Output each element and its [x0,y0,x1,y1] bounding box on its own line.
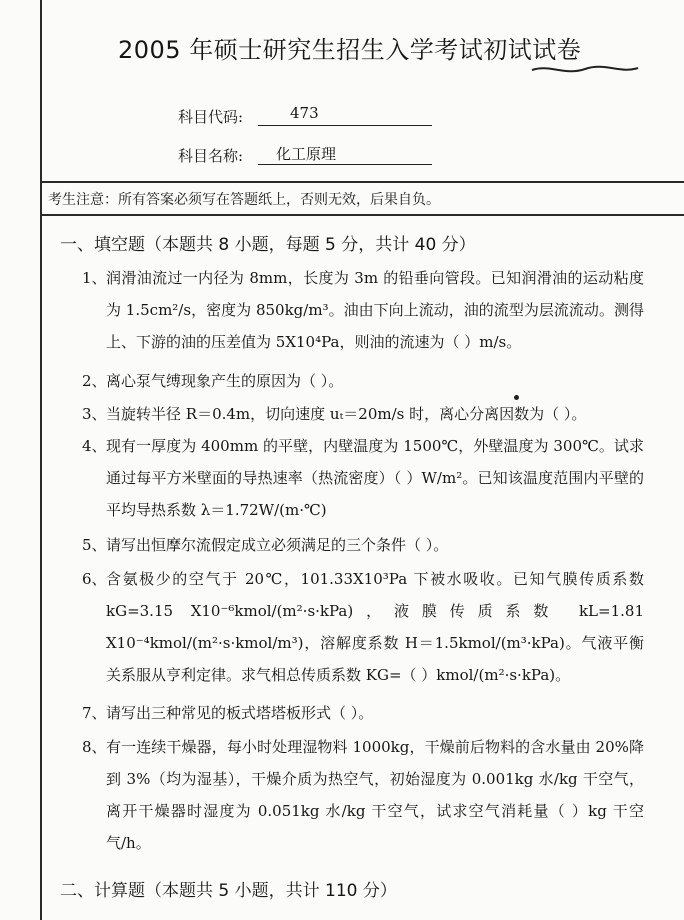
question-number: 7、 [82,704,107,722]
question-number: 6、 [82,570,107,588]
handwritten-underline [530,62,640,78]
question-text: 现有一厚度为 400mm 的平壁，内壁温度为 1500℃，外壁温度为 300℃。试求通过每平方米壁面的导热速率（热流密度）（ ）W/m²。已知该温度范围内平壁的平均导热系数 λ＝1.72W/(m·℃) [106,437,644,519]
question-text: 当旋转半径 R＝0.4m，切向速度 uₜ＝20m/s 时，离心分离因数为（ ）。 [106,405,587,423]
subject-code-underline [258,125,432,126]
page-title: 2005 年硕士研究生招生入学考试初试试卷 [118,36,582,64]
subject-name-underline [258,164,432,165]
subject-name-label: 科目名称: [178,147,244,165]
question-3 [84,398,644,430]
subject-code-label: 科目代码: [178,108,244,126]
section1-heading: 一、填空题（本题共 8 小题，每题 5 分，共计 40 分） [60,235,476,255]
question-6 [84,563,644,691]
question-number: 5、 [82,536,107,554]
subject-name: 化工原理 [276,145,337,163]
pen-mark [514,395,519,400]
question-4 [84,430,644,526]
question-number: 8、 [82,738,107,756]
question-1 [84,262,644,358]
question-text: 有一连续干燥器，每小时处理湿物料 1000kg，干燥前后物料的含水量由 20%降到 3%（均为湿基），干燥介质为热空气，初始湿度为 0.001kg 水/kg 干空气，离开干燥器时湿度为 0.051kg 水/kg 干空气，试求空气消耗量（ ）kg 干空气/h。 [106,738,644,852]
notice-top-rule [41,181,684,183]
question-2 [84,365,644,397]
question-number: 3、 [82,405,107,423]
exam-notice: 考生注意：所有答案必须写在答题纸上，否则无效，后果自负。 [48,192,440,208]
section2-heading: 二、计算题（本题共 5 小题，共计 110 分） [60,881,397,901]
left-margin-line [40,0,42,920]
question-text: 离心泵气缚现象产生的原因为（ ）。 [106,372,344,390]
question-7 [84,697,644,729]
question-8 [84,731,644,859]
question-number: 4、 [82,437,107,455]
question-text: 润滑油流过一内径为 8mm，长度为 3m 的铅垂向管段。已知润滑油的运动粘度为 1.5cm²/s，密度为 850kg/m³。油由下向上流动，油的流型为层流流动。测得上、下游的油的压差值为 5X10⁴Pa，则油的流速为（ ）m/s。 [106,269,644,351]
question-text: 含氨极少的空气于 20℃，101.33X10³Pa 下被水吸收。已知气膜传质系数 kG=3.15 X10⁻⁶kmol/(m²·s·kPa)，液膜传质系数 kL=1.81 X10⁻⁴kmol/(m²·s·kmol/m³)，溶解度系数 H＝1.5kmol/(m³·kPa)。气液平衡关系服从亨利定律。求气相总传质系数 KG=（ ）kmol/(m²·s·kPa)。 [106,570,644,684]
question-number: 1、 [82,269,107,287]
question-number: 2、 [82,372,107,390]
subject-code: 473 [290,104,319,122]
question-text: 请写出三种常见的板式塔塔板形式（ ）。 [106,704,374,722]
notice-bottom-rule [41,214,684,216]
question-5 [84,529,644,561]
question-text: 请写出恒摩尔流假定成立必须满足的三个条件（ ）。 [106,536,449,554]
